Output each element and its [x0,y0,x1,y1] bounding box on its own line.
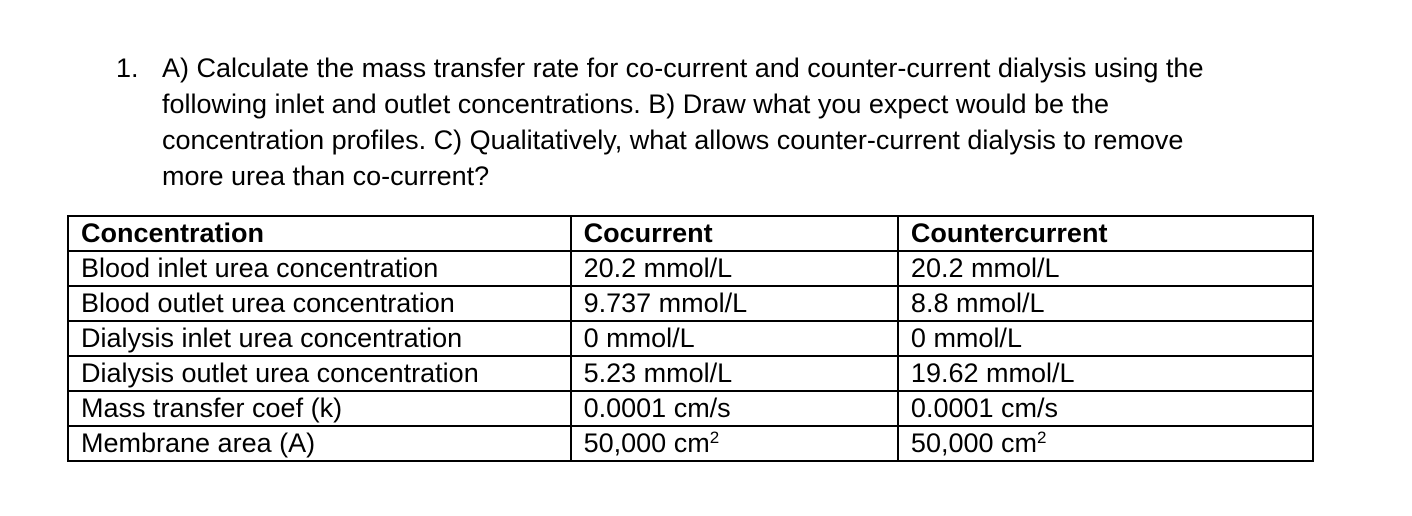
row-label: Blood outlet urea concentration [68,286,571,321]
countercurrent-value: 19.62 mmol/L [898,356,1313,391]
cocurrent-value: 20.2 mmol/L [571,251,898,286]
row-label: Dialysis inlet urea concentration [68,321,571,356]
row-label: Mass transfer coef (k) [68,391,571,426]
countercurrent-value: 0 mmol/L [898,321,1313,356]
concentration-table [67,215,1314,462]
cocurrent-value: 0.0001 cm/s [571,391,898,426]
countercurrent-value: 8.8 mmol/L [898,286,1313,321]
table-header-row [68,216,1313,251]
question-line-2: following inlet and outlet concentrations. B) Draw what you expect would be the [162,89,1110,119]
table-row [68,321,1313,356]
cocurrent-value: 5.23 mmol/L [571,356,898,391]
countercurrent-value: 0.0001 cm/s [898,391,1313,426]
row-label: Membrane area (A) [68,426,571,461]
row-label: Blood inlet urea concentration [68,251,571,286]
question-text [162,50,1306,194]
cocurrent-value: 0 mmol/L [571,321,898,356]
header-cocurrent: Cocurrent [571,216,898,251]
table-row [68,286,1313,321]
cocurrent-area-exponent: 2 [709,428,720,447]
question-line-3: concentration profiles. C) Qualitatively, what allows counter-current dialysis to remove [162,125,1184,155]
countercurrent-value [898,426,1313,461]
table-row [68,356,1313,391]
question-number: 1. [116,53,139,83]
countercurrent-area-exponent: 2 [1037,428,1047,447]
question-line-1: A) Calculate the mass transfer rate for co-current and counter-current dialysis using the [162,53,1204,83]
question-line-4: more urea than co-current? [162,161,490,191]
cocurrent-area-value: 50,000 cm [583,428,710,458]
question-block [116,50,1306,194]
cocurrent-value: 9.737 mmol/L [571,286,898,321]
header-concentration: Concentration [68,216,571,251]
countercurrent-area-value: 50,000 cm [910,428,1037,458]
table-row [68,391,1313,426]
table-row [68,251,1313,286]
row-label: Dialysis outlet urea concentration [68,356,571,391]
cocurrent-value [571,426,898,461]
header-countercurrent: Countercurrent [898,216,1313,251]
countercurrent-value: 20.2 mmol/L [898,251,1313,286]
table-row [68,426,1313,461]
